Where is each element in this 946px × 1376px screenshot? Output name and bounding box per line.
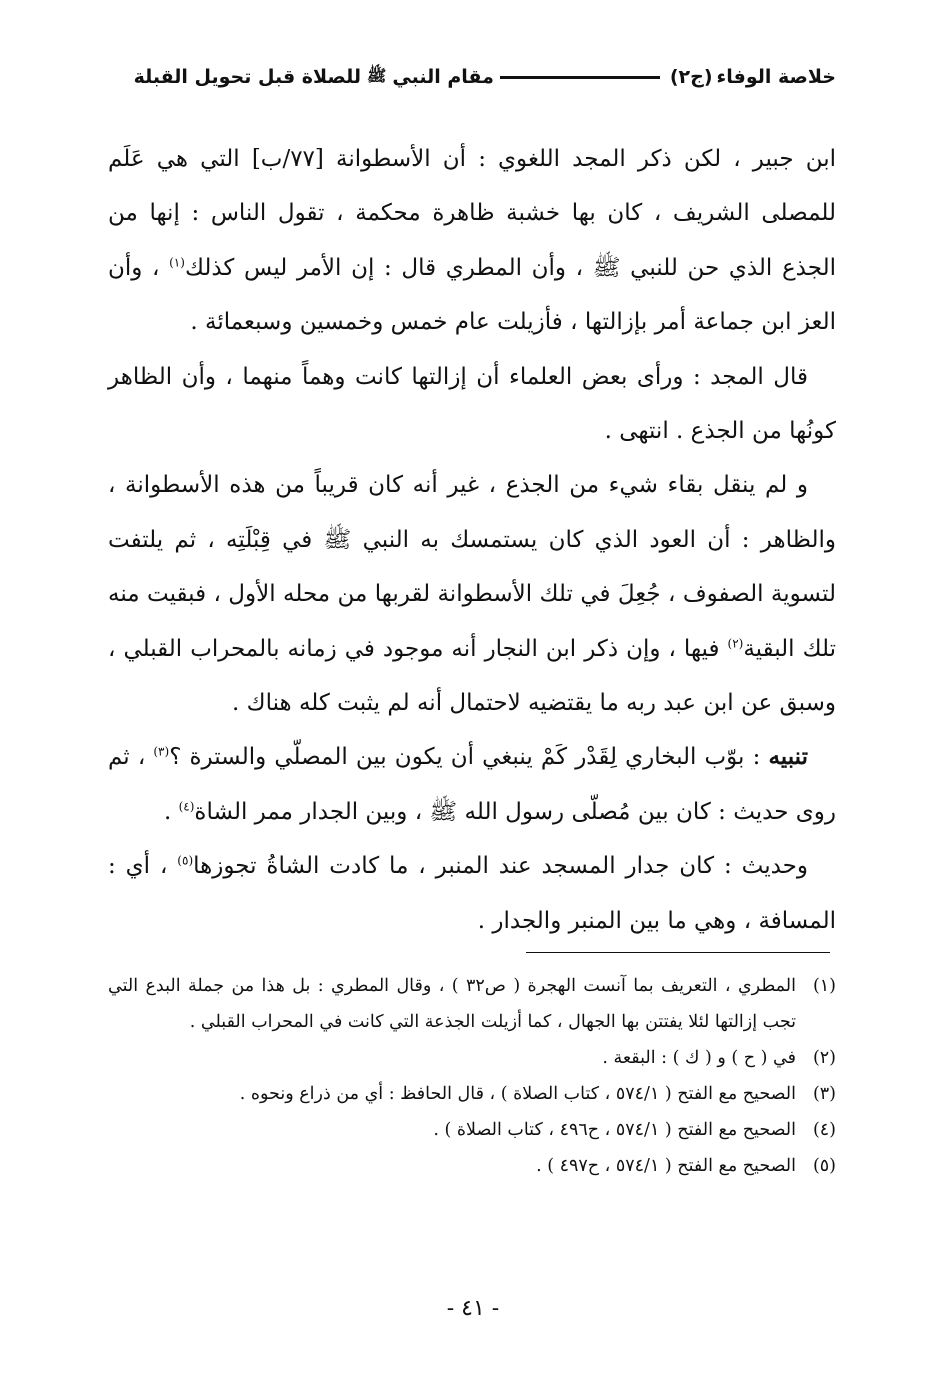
running-header: [110, 62, 836, 92]
paragraph-2-text: قال المجد : ورأى بعض العلماء أن إزالتها كانت وهماً منهما ، وأن الظاهر كونُها من الجذع . انتهى .: [108, 363, 836, 445]
footnote-3: [108, 1076, 836, 1112]
paragraph-1: [108, 132, 836, 350]
header-book-title: خلاصة الوفاء: [716, 66, 836, 88]
footnote-1: [108, 968, 836, 1040]
header-rule: [500, 76, 660, 79]
paragraph-4-text-b: ، ثم روى حديث : كان بين مُصلّى رسول الله ﷺ ، وبين الجدار ممر الشاة: [108, 744, 836, 825]
paragraph-5-text-a: وحديث : كان جدار المسجد عند المنبر ، ما كادت الشاةُ تجوزها: [193, 853, 808, 880]
paragraph-3: [108, 458, 836, 730]
notice-label: تنبيه: [768, 743, 808, 771]
footnote-text: الصحيح مع الفتح ( ٥٧٤/١ ، كتاب الصلاة ) ، قال الحافظ : أي من ذراع ونحوه .: [239, 1084, 796, 1104]
footnote-text: الصحيح مع الفتح ( ٥٧٤/١ ، ح٤٩٦ ، كتاب الصلاة ) .: [433, 1120, 796, 1140]
footnote-number: (٣): [812, 1084, 836, 1104]
paragraph-4-text-a: : بوّب البخاري لِقَدْر كَمْ ينبغي أن يكون بين المصلّي والسترة ؟: [169, 744, 769, 771]
paragraph-5: [108, 839, 836, 948]
paragraph-4: [108, 730, 836, 839]
footnote-ref-5: (٥): [177, 853, 194, 868]
paragraph-4-text-c: .: [163, 798, 179, 825]
footnote-ref-3: (٣): [153, 744, 170, 759]
footnote-2: [108, 1040, 836, 1076]
footnote-ref-4: (٤): [178, 799, 195, 814]
paragraph-2: [108, 350, 836, 459]
footnotes: [108, 968, 836, 1184]
paragraph-3-text-a: و لم ينقل بقاء شيء من الجذع ، غير أنه كان قريباً من هذه الأسطوانة ، والظاهر : أن العود الذي كان يستمسك به النبي ﷺ في قِبْلَتِه ، ثم يلتفت لتسوية الصفوف ، جُعِلَ في تلك الأسطوانة لقربها من محله الأول ، فبقيت منه تلك البقية: [108, 472, 836, 662]
footnote-text: في ( ح ) و ( ك ) : البقعة .: [602, 1048, 796, 1068]
footnote-text: الصحيح مع الفتح ( ٥٧٤/١ ، ح٤٩٧ ) .: [536, 1156, 796, 1176]
header-section-title-part1: مقام النبي: [392, 66, 494, 88]
main-text: [108, 132, 836, 948]
footnote-text: المطري ، التعريف بما آنست الهجرة ( ص٣٢ ) ، وقال المطري : بل هذا من جملة البدع التي تجب إزالتها لئلا يفتتن بها الجهال ، كما أزيلت الجذعة التي كانت في المحراب القبلي .: [108, 976, 796, 1032]
paragraph-3-text-b: فيها ، وإن ذكر ابن النجار أنه موجود في زمانه بالمحراب القبلي ، وسبق عن ابن عبد ربه ما يقتضيه لاحتمال أنه لم يثبت كله هناك .: [108, 635, 836, 717]
footnote-number: (٢): [812, 1048, 836, 1068]
header-honorific: ﷺ: [367, 65, 387, 85]
footnote-ref-1: (١): [169, 255, 185, 270]
footnote-4: [108, 1112, 836, 1148]
footnote-separator: [526, 952, 830, 953]
footnote-ref-2: (٢): [727, 636, 744, 650]
page-number: - ٤١ -: [446, 1296, 500, 1321]
footnote-number: (٥): [812, 1156, 836, 1176]
footnote-number: (٤): [812, 1120, 836, 1140]
header-section-title-part2: للصلاة قبل تحويل القبلة: [133, 66, 362, 88]
footnote-5: [108, 1148, 836, 1184]
paragraph-5-text-b: ، أي : المسافة ، وهي ما بين المنبر والجدار .: [108, 853, 836, 934]
header-volume: (ج٢): [669, 66, 713, 88]
paragraph-1-text-b: ، وأن العز ابن جماعة أمر بإزالتها ، فأزيلت عام خمس وخمسين وسبعمائة .: [108, 254, 836, 336]
footnote-number: (١): [812, 976, 836, 996]
paragraph-1-text-a: ابن جبير ، لكن ذكر المجد اللغوي : أن الأسطوانة [٧٧/ب] التي هي عَلَم للمصلى الشريف ، كان بها خشبة ظاهرة محكمة ، تقول الناس : إنها من الجذع الذي حن للنبي ﷺ ، وأن المطري قال : إن الأمر ليس كذلك: [108, 146, 837, 281]
